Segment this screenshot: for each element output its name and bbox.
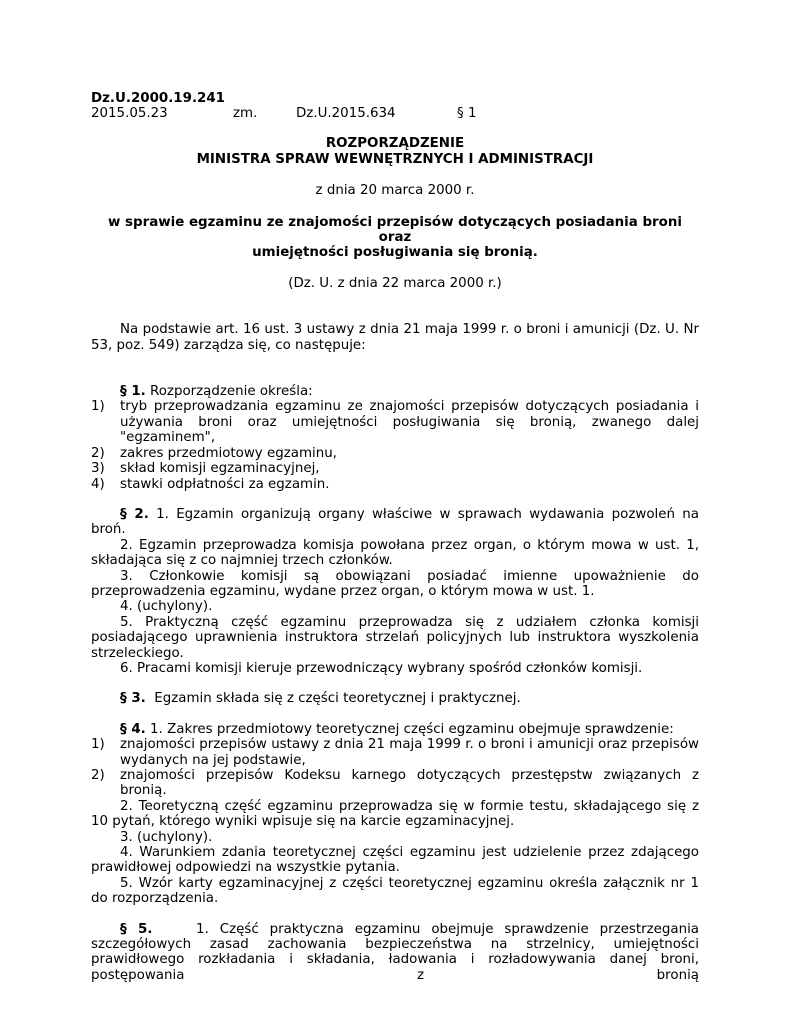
section-4-para-4: 4. Warunkiem zdania teoretycznej części egzaminu jest udzielenie przez zdającego prawidłowej odpowiedzi na wszystkie pytania. bbox=[91, 845, 699, 876]
section-4-para-3: 3. (uchylony). bbox=[120, 829, 213, 845]
amendment-zm: zm. bbox=[233, 106, 258, 122]
section-1-lead bbox=[91, 384, 699, 399]
section-2-para-6: 6. Pracami komisji kieruje przewodniczący wybrany spośród członków komisji. bbox=[120, 660, 643, 676]
section-4-para-1 bbox=[91, 722, 699, 737]
amendment-ref: Dz.U.2015.634 bbox=[296, 106, 396, 122]
list-item bbox=[91, 768, 699, 799]
section-3-mark: § 3. bbox=[120, 691, 146, 707]
list-item bbox=[91, 737, 699, 768]
section-2-para-4: 4. (uchylony). bbox=[120, 599, 213, 615]
issuing-authority: MINISTRA SPRAW WEWNĘTRZNYCH I ADMINISTRACJI bbox=[196, 151, 594, 167]
list-number: 1) bbox=[91, 737, 105, 753]
doc-type: ROZPORZĄDZENIE bbox=[325, 136, 465, 152]
amendment-paragraph: § 1 bbox=[457, 106, 477, 122]
list-item bbox=[91, 477, 699, 492]
section-4-mark: § 4. bbox=[120, 721, 146, 737]
list-number: 3) bbox=[91, 461, 105, 477]
amendment-line bbox=[91, 106, 699, 122]
list-item bbox=[91, 461, 699, 476]
list-text: zakres przedmiotowy egzaminu, bbox=[120, 445, 337, 461]
journal-id: Dz.U.2000.19.241 bbox=[91, 91, 225, 106]
issue-date: z dnia 20 marca 2000 r. bbox=[315, 183, 475, 199]
subject-line-2: umiejętności posługiwania się bronią. bbox=[252, 245, 538, 261]
section-4-para-5: 5. Wzór karty egzaminacyjnej z części teoretycznej egzaminu określa załącznik nr 1 do rozporządzenia. bbox=[91, 875, 699, 907]
subject-line-1: w sprawie egzaminu ze znajomości przepisów dotyczących posiadania broni oraz bbox=[108, 214, 682, 246]
section-2-text-1: 1. Egzamin organizują organy właściwe w sprawach wydawania pozwoleń na broń. bbox=[91, 506, 699, 538]
section-4-text-1: 1. Zakres przedmiotowy teoretycznej części egzaminu obejmuje sprawdzenie: bbox=[150, 721, 674, 737]
section-1-mark: § 1. bbox=[120, 384, 146, 400]
section-5-text-1: 1. Część praktyczna egzaminu obejmuje sprawdzenie przestrzegania szczegółowych zasad zachowania bezpieczeństwa na strzelnicy, umiejętności prawidłowego rozkładania i składania, ładowania i rozładowywania danej broni, postępowania z bronią bbox=[91, 921, 700, 983]
section-2-para-2: 2. Egzamin przeprowadza komisja powołana przez organ, o którym mowa w ust. 1, składająca się z co najmniej trzech członków. bbox=[91, 537, 699, 569]
section-5-mark: § 5. bbox=[120, 921, 153, 937]
publication-note: (Dz. U. z dnia 22 marca 2000 r.) bbox=[288, 275, 502, 291]
section-2-para-3: 3. Członkowie komisji są obowiązani posiadać imienne upoważnienie do przeprowadzenia egzaminu, wydane przez organ, o którym mowa w ust. 1. bbox=[91, 568, 699, 599]
section-2-para-1 bbox=[91, 507, 699, 538]
list-number: 1) bbox=[91, 399, 105, 415]
section-2-para-5: 5. Praktyczną część egzaminu przeprowadza się z udziałem członka komisji posiadającego uprawnienia instruktora strzelań policyjnych lub instruktora wyszkolenia strzeleckiego. bbox=[91, 614, 699, 661]
section-3 bbox=[91, 691, 699, 706]
section-2-mark: § 2. bbox=[120, 506, 149, 522]
list-item bbox=[91, 399, 699, 445]
document-page bbox=[91, 91, 699, 983]
list-number: 2) bbox=[91, 768, 105, 783]
list-text: znajomości przepisów ustawy z dnia 21 maja 1999 r. o broni i amunicji oraz przepisów wydanych na jej podstawie, bbox=[120, 737, 699, 768]
list-text: skład komisji egzaminacyjnej, bbox=[120, 461, 320, 477]
section-4-para-2: 2. Teoretyczną część egzaminu przeprowadza się w formie testu, składającego się z 10 pytań, którego wyniki wpisuje się na karcie egzaminacyjnej. bbox=[91, 798, 699, 830]
list-text: stawki odpłatności za egzamin. bbox=[120, 476, 330, 492]
section-3-text: Egzamin składa się z części teoretycznej i praktycznej. bbox=[154, 691, 521, 707]
section-5-para-1 bbox=[91, 922, 699, 984]
list-number: 2) bbox=[91, 445, 105, 461]
list-text: znajomości przepisów Kodeksu karnego dotyczących przestępstw związanych z bronią. bbox=[120, 768, 699, 799]
preamble: Na podstawie art. 16 ust. 3 ustawy z dnia 21 maja 1999 r. o broni i amunicji (Dz. U. Nr 53, poz. 549) zarządza się, co następuje: bbox=[91, 322, 699, 353]
list-item bbox=[91, 446, 699, 461]
list-text: tryb przeprowadzania egzaminu ze znajomości przepisów dotyczących posiadania i używania broni oraz umiejętności posługiwania się bronią, zwanego dalej "egzaminem", bbox=[120, 399, 699, 446]
amendment-date: 2015.05.23 bbox=[91, 106, 168, 122]
list-number: 4) bbox=[91, 476, 105, 492]
section-1-text: Rozporządzenie określa: bbox=[150, 384, 313, 400]
